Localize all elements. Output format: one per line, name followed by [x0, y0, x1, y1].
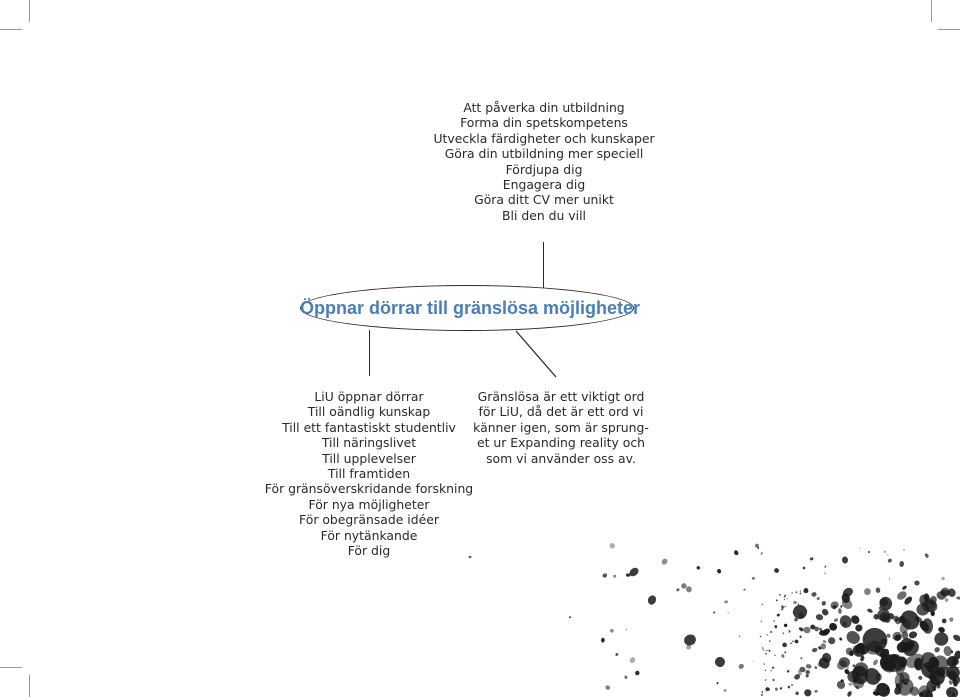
crop-mark: [938, 667, 960, 668]
top-list-item: Utveckla färdigheter och kunskaper: [433, 130, 655, 146]
left-list-item: Till näringslivet: [321, 435, 417, 451]
right-paragraph-line: för LiU, då det är ett ord vi: [478, 404, 644, 420]
left-list-item: Till ett fantastiskt studentliv: [282, 419, 456, 435]
connector-line-left: [369, 330, 370, 376]
top-list-item: Göra ditt CV mer unikt: [474, 192, 614, 208]
left-list-item: För gränsöverskridande forskning: [264, 481, 474, 497]
crop-mark: [931, 0, 932, 22]
left-list-item: För obegränsade idéer: [299, 512, 439, 528]
crop-mark: [0, 29, 22, 30]
right-paragraph-line: som vi använder oss av.: [486, 450, 636, 466]
top-list-item: Bli den du vill: [502, 207, 586, 223]
top-list: [401, 100, 687, 223]
top-list-item: Att påverka din utbildning: [463, 100, 625, 115]
top-list-item: Engagera dig: [502, 177, 586, 193]
left-list-item: För dig: [347, 543, 391, 559]
top-list-item: Forma din spetskompetens: [460, 115, 628, 131]
crop-mark: [29, 675, 30, 697]
right-paragraph-line: et ur Expanding reality och: [476, 435, 646, 451]
page-title: Öppnar dörrar till gränslösa möjligheter: [300, 298, 641, 318]
left-list-item: För nytänkande: [320, 527, 418, 543]
left-list-item: Till oändlig kunskap: [307, 404, 431, 420]
crop-mark: [931, 675, 932, 697]
left-list-item: Till framtiden: [327, 466, 411, 482]
crop-mark: [0, 667, 22, 668]
crop-mark: [29, 0, 30, 22]
left-list: [259, 389, 479, 558]
top-list-item: Göra din utbildning mer speciell: [444, 146, 644, 162]
top-list-item: Fördjupa dig: [505, 161, 583, 177]
left-list-item: LiU öppnar dörrar: [314, 389, 424, 404]
connector-line-top: [543, 242, 544, 288]
right-paragraph-line: Gränslösa är ett viktigt ord: [477, 389, 645, 404]
right-paragraph-line: känner igen, som är sprung-: [473, 419, 649, 435]
left-list-item: Till upplevelser: [322, 450, 416, 466]
right-paragraph: [468, 389, 654, 466]
crop-mark: [938, 29, 960, 30]
left-list-item: För nya möjligheter: [308, 496, 430, 512]
